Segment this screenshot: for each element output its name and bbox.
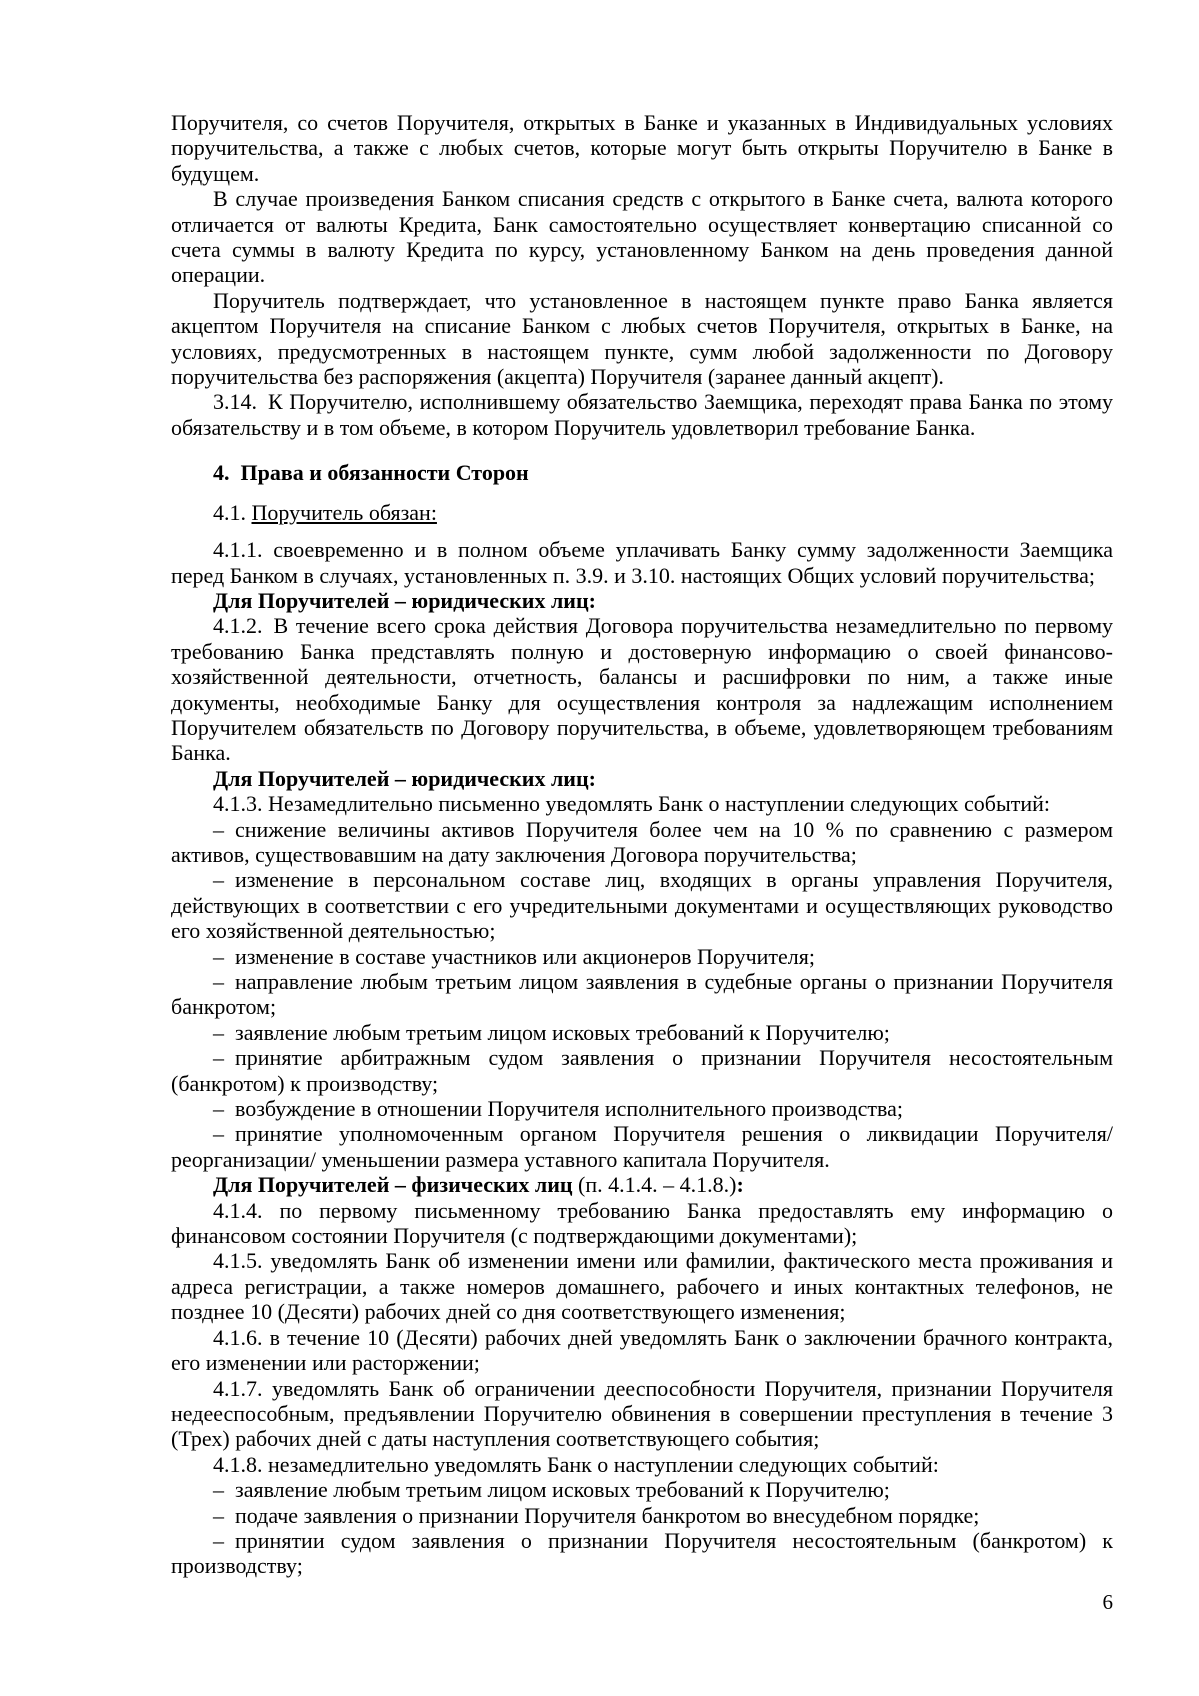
- text-run: направление любым третьим лицом заявления в судебные органы о признании Поручителя банкротом;: [171, 969, 1113, 1020]
- list-item: [171, 1477, 1113, 1502]
- dash-marker: –: [213, 1502, 224, 1528]
- text-run: 4.1.3. Незамедлительно письменно уведомлять Банк о наступлении следующих событий:: [213, 791, 1051, 817]
- text-run: подаче заявления о признании Поручителя банкротом во внесудебном порядке;: [235, 1502, 980, 1528]
- text-run: возбуждение в отношении Поручителя исполнительного производства;: [235, 1096, 903, 1122]
- text-run: 4.1.8. незамедлительно уведомлять Банк о наступлении следующих событий:: [213, 1451, 939, 1477]
- text-run: заявление любым третьим лицом исковых требований к Поручителю;: [235, 1019, 890, 1045]
- paragraph: [171, 186, 1113, 288]
- text-run: принятии судом заявления о признании Поручителя несостоятельным (банкротом) к производству;: [171, 1527, 1113, 1579]
- paragraph: [171, 537, 1113, 588]
- text-run: Поручителя, со счетов Поручителя, открытых в Банке и указанных в Индивидуальных условиях поручительства, а также с любых счетов, которые могут быть открыты Поручителю в Банке в будущем.: [171, 110, 1113, 186]
- dash-marker: –: [213, 1019, 224, 1045]
- text-run: Для Поручителей – физических лиц: [213, 1172, 579, 1198]
- text-run: Поручитель обязан:: [251, 499, 437, 525]
- text-run: Для Поручителей – юридических лиц:: [213, 587, 596, 613]
- list-item: [171, 1020, 1113, 1045]
- bold-note: [171, 588, 1113, 613]
- dash-marker: –: [213, 969, 224, 994]
- dash-marker: –: [213, 1527, 224, 1553]
- text-run: 4.1.2. В течение всего срока действия Договора поручительства незамедлительно по первому требованию Банка представлять полную и достоверную информацию о своей финансово-хозяйственной деятельности, отчетность, балансы и расшифровки по ним, а также иные документы, необходимые Банку для осуществления контроля за надлежащим исполнением Поручителем обязательств по Договору поручительства, в объеме, удовлетворяющем требованиям Банка.: [171, 613, 1113, 766]
- paragraph: [171, 1376, 1113, 1452]
- text-run: 4. Права и обязанности Сторон: [213, 460, 529, 486]
- text-run: 4.1.6. в течение 10 (Десяти) рабочих дней уведомлять Банк о заключении брачного контракта, его изменении или расторжении;: [171, 1324, 1113, 1376]
- paragraph: [171, 110, 1113, 186]
- list-item: [171, 1096, 1113, 1121]
- text-run: 4.1.1. своевременно и в полном объеме уплачивать Банку сумму задолженности Заемщика перед Банком в случаях, установленных п. 3.9. и 3.10. настоящих Общих условий поручительства;: [171, 537, 1113, 588]
- dash-marker: –: [213, 943, 224, 969]
- text-run: изменение в составе участников или акционеров Поручителя;: [235, 943, 816, 969]
- dash-marker: –: [213, 1477, 224, 1503]
- bold-note: [171, 766, 1113, 791]
- text-run: 3.14. К Поручителю, исполнившему обязательство Заемщика, переходят права Банка по этому обязательству и в том объеме, в котором Поручитель удовлетворил требование Банка.: [171, 389, 1113, 440]
- text-run: 4.1.5. уведомлять Банк об изменении имени или фамилии, фактического места проживания и адреса регистрации, а также номеров домашнего, рабочего и иных контактных телефонов, не позднее 10 (Десяти) рабочих дней со дня соответствующего изменения;: [171, 1248, 1113, 1325]
- list-item: [171, 969, 1113, 1020]
- document-body: [171, 110, 1113, 1579]
- dash-marker: –: [213, 867, 224, 893]
- list-item: [171, 1503, 1113, 1528]
- paragraph: [171, 1198, 1113, 1249]
- paragraph: [171, 288, 1113, 390]
- dash-marker: –: [213, 816, 224, 842]
- text-run: 4.1.4. по первому письменному требованию Банка предоставлять ему информацию о финансовом состоянии Поручителя (с подтверждающими документами);: [171, 1197, 1113, 1249]
- paragraph: [171, 791, 1113, 816]
- paragraph: [171, 613, 1113, 765]
- list-item: [171, 1121, 1113, 1172]
- text-run: снижение величины активов Поручителя более чем на 10 % по сравнению с размером активов, существовавшим на дату заключения Договора поручительства;: [171, 816, 1113, 867]
- list-item: [171, 817, 1113, 868]
- list-item: [171, 1045, 1113, 1096]
- text-run: принятие уполномоченным органом Поручителя решения о ликвидации Поручителя/ реорганизации/ уменьшении размера уставного капитала Поручителя.: [171, 1121, 1113, 1172]
- text-run: (п. 4.1.4. – 4.1.8.): [578, 1172, 737, 1198]
- paragraph: [171, 389, 1113, 440]
- text-run: принятие арбитражным судом заявления о признании Поручителя несостоятельным (банкротом) к производству;: [171, 1045, 1113, 1096]
- dash-marker: –: [213, 1121, 224, 1147]
- subsection-heading: [171, 500, 1113, 525]
- text-run: В случае произведения Банком списания средств с открытого в Банке счета, валюта которого отличается от валюты Кредита, Банк самостоятельно осуществляет конвертацию списанной со счета суммы в валюту Кредита по курсу, установленному Банком на день проведения данной операции.: [171, 186, 1113, 288]
- page-number: 6: [1102, 1590, 1113, 1614]
- list-item: [171, 1528, 1113, 1579]
- dash-marker: –: [213, 1096, 224, 1122]
- text-run: изменение в персональном составе лиц, входящих в органы управления Поручителя, действующих в соответствии с его учредительными документами и осуществляющих руководство его хозяйственной деятельностью;: [171, 867, 1113, 944]
- text-run: 4.1.: [213, 499, 252, 525]
- paragraph: [171, 1452, 1113, 1477]
- list-item: [171, 944, 1113, 969]
- text-run: заявление любым третьим лицом исковых требований к Поручителю;: [235, 1477, 890, 1503]
- text-run: Поручитель подтверждает, что установленное в настоящем пункте право Банка является акцептом Поручителя на списание Банком с любых счетов Поручителя, открытых в Банке, на условиях, предусмотренных в настоящем пункте, сумм любой задолженности по Договору поручительства без распоряжения (акцепта) Поручителя (заранее данный акцепт).: [171, 287, 1113, 390]
- paragraph: [171, 1172, 1113, 1197]
- text-run: :: [736, 1172, 744, 1198]
- text-run: 4.1.7. уведомлять Банк об ограничении дееспособности Поручителя, признании Поручителя недееспособным, предъявлении Поручителю обвинения в совершении преступления в течение 3 (Трех) рабочих дней с даты наступления соответствующего события;: [171, 1375, 1113, 1452]
- text-run: Для Поручителей – юридических лиц:: [213, 765, 596, 791]
- list-item: [171, 867, 1113, 943]
- paragraph: [171, 1325, 1113, 1376]
- section-heading: [171, 460, 1113, 485]
- dash-marker: –: [213, 1045, 224, 1071]
- paragraph: [171, 1248, 1113, 1324]
